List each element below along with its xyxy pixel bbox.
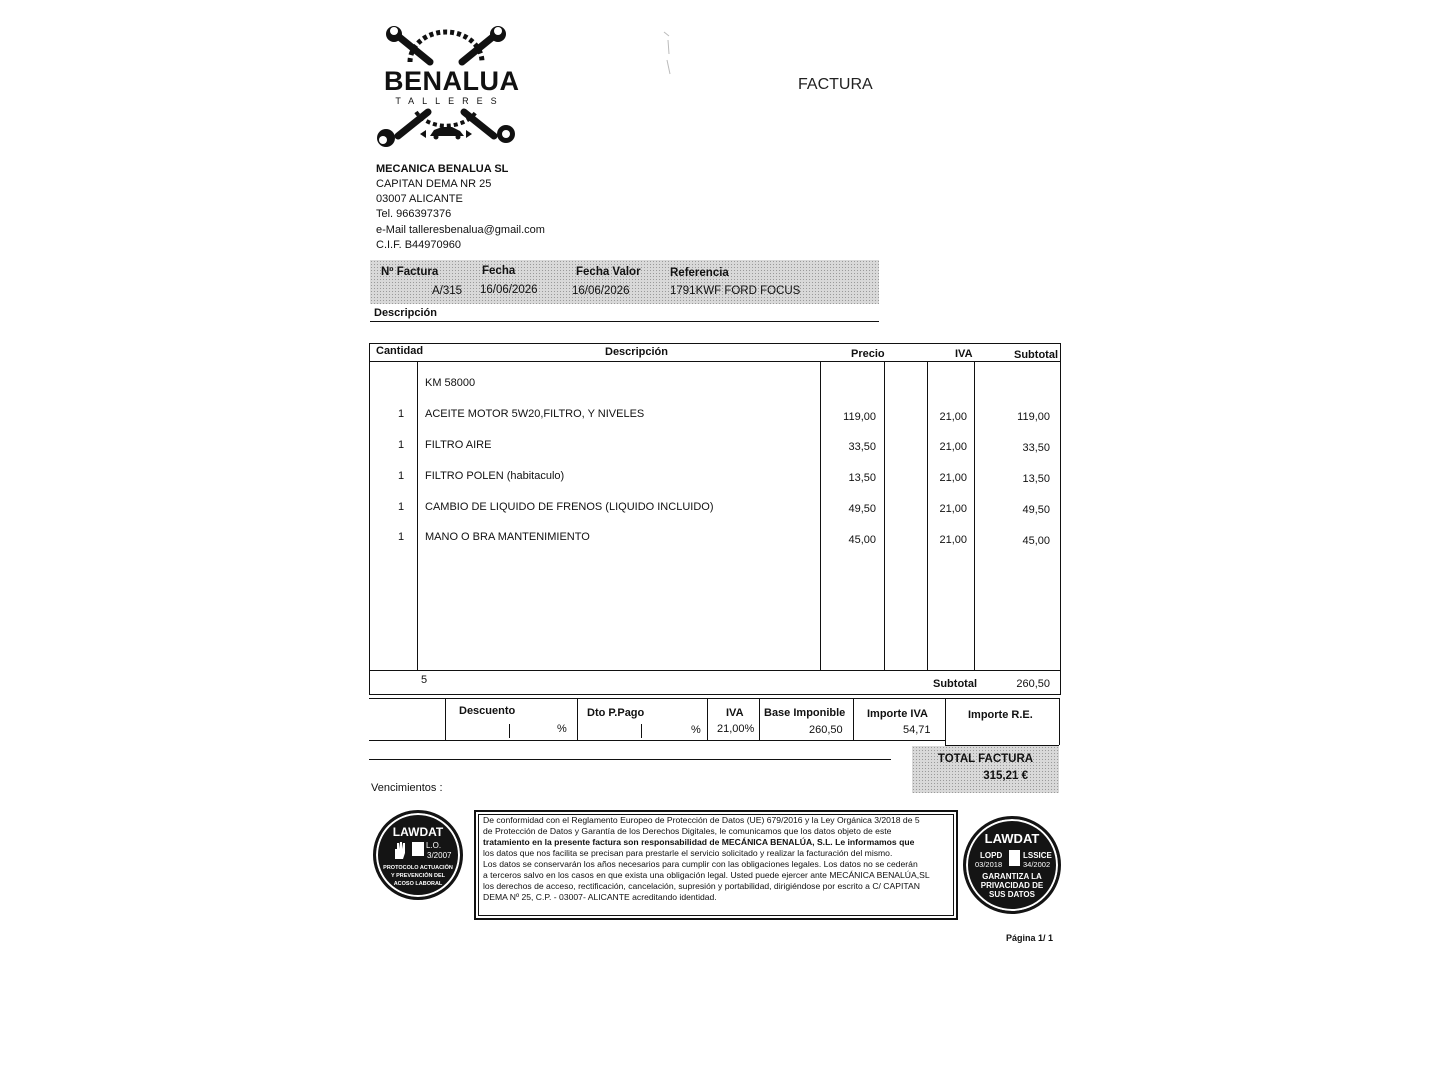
summary-top-line (369, 698, 1059, 699)
company-logo (372, 26, 520, 148)
table-row-4-price: 49,50 (848, 503, 876, 515)
iva-label: IVA (726, 707, 744, 719)
seal-left-law: 3/2007 (427, 851, 452, 860)
seal-right-lopd-year: 03/2018 (975, 860, 1003, 869)
seal-right-l-badge (1009, 850, 1020, 866)
table-row-1-qty: 1 (398, 408, 405, 420)
invoice-header-table (370, 260, 879, 304)
seal-left-line1: PROTOCOLO ACTUACIÓN (383, 865, 453, 871)
total-quantity: 5 (421, 674, 428, 686)
iva-value: 21,00% (717, 723, 755, 735)
total-label: TOTAL FACTURA (937, 753, 1034, 765)
legal-line-7: los derechos de acceso, rectificación, cancelación, supresión y portabilidad, dirigiéndose por escrito a C/ CAPITAN (483, 881, 920, 891)
table-row-5-qty: 1 (398, 531, 405, 543)
table-row-3-iva: 21,00 (939, 472, 967, 484)
table-row-3-desc: FILTRO POLEN (habitaculo) (425, 470, 565, 482)
divider (370, 321, 879, 322)
table-row-1-price: 119,00 (843, 411, 876, 423)
col-header-subtotal: Subtotal (1014, 349, 1058, 361)
discount-percent: % (557, 723, 567, 735)
label-invoice-no: Nº Factura (381, 266, 439, 278)
discount-label: Descuento (459, 705, 516, 717)
base-label: Base Imponible (764, 707, 846, 719)
seal-right-lssice-year: 34/2002 (1023, 860, 1051, 869)
seal-left-title: LAWDAT (392, 825, 444, 839)
dto-percent: % (691, 724, 701, 736)
table-row-1-subtotal: 119,00 (1017, 411, 1050, 423)
label-date: Fecha (482, 265, 516, 277)
value-date: 16/06/2026 (480, 284, 538, 296)
col-line (927, 361, 928, 670)
base-value: 260,50 (809, 724, 843, 736)
description-label: Descripción (374, 307, 437, 319)
summary-tick (641, 724, 642, 738)
table-row-1-desc: ACEITE MOTOR 5W20,FILTRO, Y NIVELES (425, 408, 645, 420)
value-reference: 1791KWF FORD FOCUS (670, 285, 801, 297)
summary-col-line (853, 698, 854, 740)
logo-name: BENALUA (384, 66, 520, 96)
summary-tick (509, 724, 510, 738)
document-title: FACTURA (798, 76, 873, 93)
company-city: 03007 ALICANTE (376, 193, 463, 205)
label-reference: Referencia (670, 267, 729, 279)
label-value-date: Fecha Valor (576, 266, 641, 278)
logo-subtitle: TALLERES (395, 96, 505, 106)
lawdat-seal-left (373, 810, 463, 900)
table-row-5-subtotal: 45,00 (1022, 535, 1050, 547)
company-phone: Tel. 966397376 (376, 208, 452, 220)
seal-right-line2: PRIVACIDAD DE (980, 881, 1044, 890)
company-name: MECANICA BENALUA SL (376, 163, 509, 175)
summary-table (369, 698, 1060, 746)
col-line (417, 361, 418, 670)
col-line (820, 361, 821, 670)
legal-line-1: De conformidad con el Reglamento Europeo de Protección de Datos (UE) 679/2016 y la Ley Orgánica 3/2018 de 5 (483, 815, 920, 825)
seal-right-title: LAWDAT (984, 831, 1040, 846)
legal-line-4: los datos que nos facilita se precisan para prestarle el servicio solicitado y realizar la facturación del mismo. (483, 848, 893, 858)
table-row-1-iva: 21,00 (939, 411, 967, 423)
importe-iva-value: 54,71 (903, 724, 931, 736)
scan-mark (660, 30, 674, 76)
legal-line-6: a terceros salvo en los casos en que exista una obligación legal. Usted puede ejercer ante MECÁNICA BENALÚA,SL (483, 870, 930, 880)
table-row-3-price: 13,50 (848, 472, 876, 484)
col-line (884, 361, 885, 670)
legal-line-3: tratamiento en la presente factura son responsabilidad de MECÁNICA BENALÚA, S.L. Le informamos que (483, 837, 915, 847)
table-row-4-desc: CAMBIO DE LIQUIDO DE FRENOS (LIQUIDO INCLUIDO) (425, 501, 714, 513)
company-address: CAPITAN DEMA NR 25 (376, 178, 492, 190)
total-value: 315,21 € (983, 770, 1028, 782)
seal-left-line3: ACOSO LABORAL (393, 881, 443, 887)
dto-label: Dto P.Pago (587, 707, 645, 719)
seal-right-lssice: LSSICE (1023, 851, 1052, 860)
subtotal-value: 260,50 (1016, 678, 1050, 690)
summary-col-line (759, 698, 760, 740)
seal-right-line3: SUS DATOS (989, 890, 1035, 899)
seal-left-lo: L.O. (426, 841, 442, 850)
legal-line-8: DEMA Nº 25, C.P. - 03007- ALICANTE acreditando identidad. (483, 892, 717, 902)
note-km: KM 58000 (425, 377, 476, 389)
table-row-2-subtotal: 33,50 (1022, 442, 1050, 454)
importe-re-label: Importe R.E. (968, 709, 1033, 721)
table-row-2-iva: 21,00 (939, 441, 967, 453)
table-row-4-qty: 1 (398, 501, 405, 513)
table-row-4-subtotal: 49,50 (1022, 504, 1050, 516)
col-header-desc: Descripción (605, 346, 668, 358)
page-number: Página 1/ 1 (1006, 933, 1054, 943)
legal-line-2: de Protección de Datos y Garantía de los Derechos Digitales, le comunicamos que los datos objeto de este (483, 826, 892, 836)
importe-iva-label: Importe IVA (867, 708, 928, 720)
legal-notice (474, 810, 958, 920)
summary-col-line (1059, 698, 1060, 745)
seal-right-line1: GARANTIZA LA (982, 872, 1042, 881)
company-cif: C.I.F. B44970960 (376, 239, 462, 251)
table-row-2-desc: FILTRO AIRE (425, 439, 492, 451)
items-table (369, 343, 1061, 695)
table-row-3-qty: 1 (398, 470, 405, 482)
table-row-2-price: 33,50 (848, 441, 876, 453)
summary-col-line (445, 698, 446, 740)
header-divider (370, 361, 1060, 362)
value-invoice-no: A/315 (432, 285, 463, 297)
legal-line-5: Los datos se conservarán los años necesarios para cumplir con las obligaciones legales. Los datos no se cederán (483, 859, 918, 869)
footer-divider (370, 670, 1060, 671)
total-box (912, 746, 1059, 793)
seal-left-l-badge (412, 842, 424, 856)
company-email: e-Mail talleresbenalua@gmail.com (376, 224, 545, 236)
summary-col-line (945, 698, 946, 745)
table-row-3-subtotal: 13,50 (1022, 473, 1050, 485)
summary-bottom-line (369, 740, 945, 741)
table-row-5-price: 45,00 (848, 534, 876, 546)
table-row-2-qty: 1 (398, 439, 405, 451)
lawdat-seal-right (963, 816, 1061, 914)
vencimientos-label: Vencimientos : (371, 782, 443, 794)
subtotal-label: Subtotal (933, 678, 977, 690)
value-value-date: 16/06/2026 (572, 285, 630, 297)
seal-left-line2: Y PREVENCIÓN DEL (391, 873, 445, 879)
seal-right-lopd: LOPD (980, 851, 1003, 860)
col-header-iva: IVA (955, 348, 973, 360)
hand-icon (392, 841, 408, 859)
col-header-qty: Cantidad (376, 345, 424, 357)
table-row-5-iva: 21,00 (939, 534, 967, 546)
col-header-price: Precio (851, 348, 885, 360)
table-row-5-desc: MANO O BRA MANTENIMIENTO (425, 531, 590, 543)
table-row-4-iva: 21,00 (939, 503, 967, 515)
summary-col-line (707, 698, 708, 740)
summary-col-line (577, 698, 578, 740)
signature-line (369, 759, 891, 760)
